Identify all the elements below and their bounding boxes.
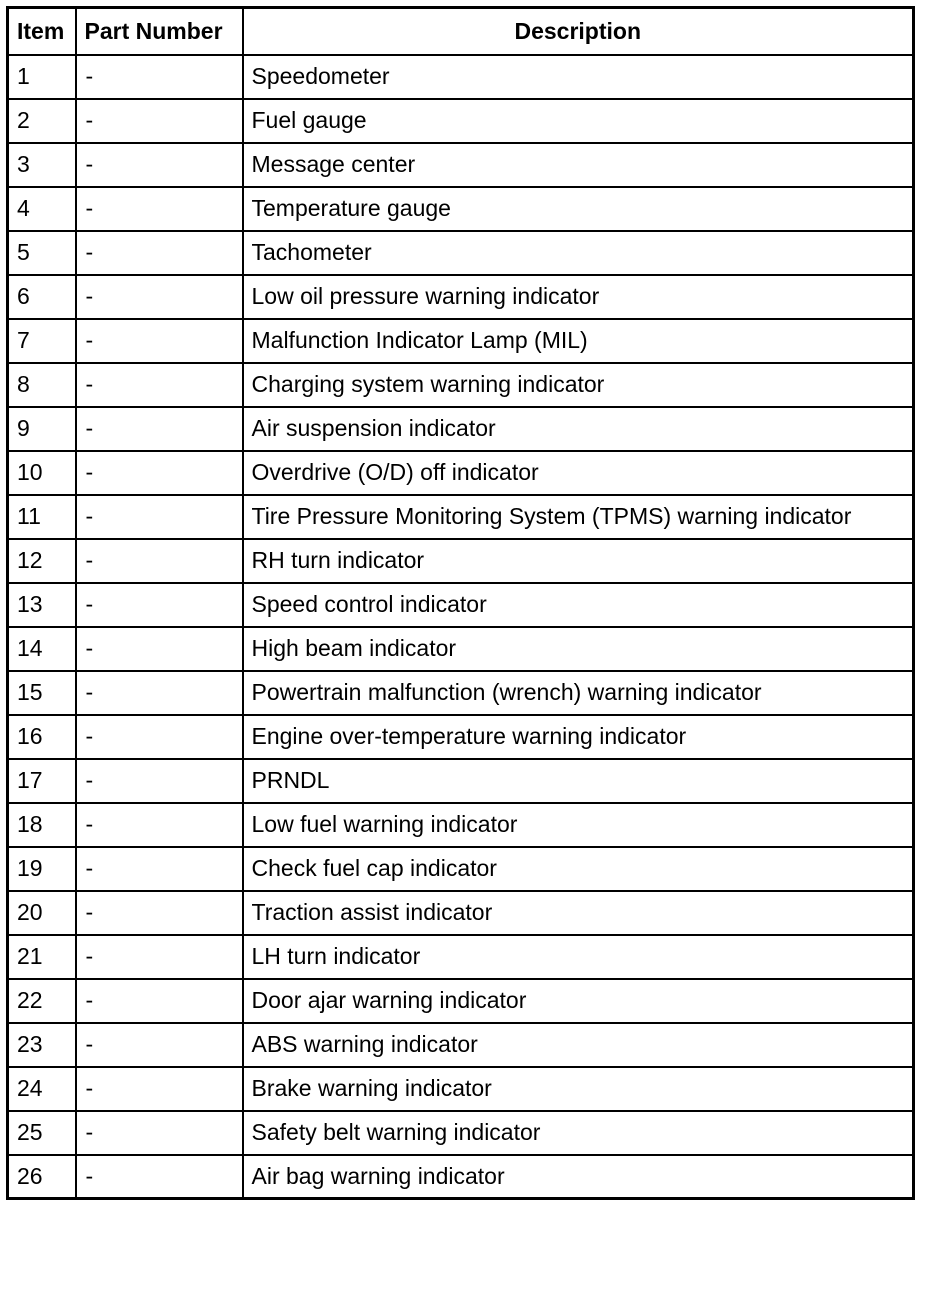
part-number-cell: - (76, 407, 243, 451)
part-number-cell: - (76, 539, 243, 583)
part-number-cell: - (76, 143, 243, 187)
table-row (8, 363, 914, 407)
table-row (8, 319, 914, 363)
part-number-cell: - (76, 583, 243, 627)
description-cell: Fuel gauge (243, 99, 914, 143)
part-number-cell: - (76, 627, 243, 671)
part-number-cell: - (76, 495, 243, 539)
part-number-cell: - (76, 187, 243, 231)
table-row (8, 891, 914, 935)
item-cell: 22 (8, 979, 76, 1023)
part-number-cell: - (76, 715, 243, 759)
description-cell: Door ajar warning indicator (243, 979, 914, 1023)
part-number-cell: - (76, 847, 243, 891)
header-part-number: Part Number (76, 8, 243, 55)
description-cell: Low fuel warning indicator (243, 803, 914, 847)
description-cell: Tire Pressure Monitoring System (TPMS) warning indicator (243, 495, 914, 539)
item-cell: 24 (8, 1067, 76, 1111)
part-number-cell: - (76, 891, 243, 935)
part-number-cell: - (76, 759, 243, 803)
description-cell: RH turn indicator (243, 539, 914, 583)
description-cell: Speed control indicator (243, 583, 914, 627)
description-cell: Charging system warning indicator (243, 363, 914, 407)
part-number-cell: - (76, 1111, 243, 1155)
item-cell: 20 (8, 891, 76, 935)
item-cell: 13 (8, 583, 76, 627)
table-row (8, 55, 914, 99)
description-cell: Malfunction Indicator Lamp (MIL) (243, 319, 914, 363)
table-row (8, 1023, 914, 1067)
table-row (8, 583, 914, 627)
description-cell: Safety belt warning indicator (243, 1111, 914, 1155)
part-number-cell: - (76, 935, 243, 979)
part-number-cell: - (76, 231, 243, 275)
description-cell: Speedometer (243, 55, 914, 99)
item-cell: 21 (8, 935, 76, 979)
description-cell: Tachometer (243, 231, 914, 275)
description-cell: Message center (243, 143, 914, 187)
part-number-cell: - (76, 451, 243, 495)
table-row (8, 495, 914, 539)
part-number-cell: - (76, 55, 243, 99)
table-row (8, 671, 914, 715)
table-row (8, 451, 914, 495)
item-cell: 16 (8, 715, 76, 759)
table-row (8, 1067, 914, 1111)
table-row (8, 803, 914, 847)
table-row (8, 539, 914, 583)
table-row (8, 1111, 914, 1155)
header-item: Item (8, 8, 76, 55)
part-number-cell: - (76, 1067, 243, 1111)
part-number-cell: - (76, 979, 243, 1023)
description-cell: Low oil pressure warning indicator (243, 275, 914, 319)
description-cell: ABS warning indicator (243, 1023, 914, 1067)
item-cell: 8 (8, 363, 76, 407)
part-number-cell: - (76, 803, 243, 847)
item-cell: 1 (8, 55, 76, 99)
item-cell: 14 (8, 627, 76, 671)
table-row (8, 759, 914, 803)
item-cell: 23 (8, 1023, 76, 1067)
parts-table (6, 6, 915, 1200)
part-number-cell: - (76, 319, 243, 363)
description-cell: Brake warning indicator (243, 1067, 914, 1111)
part-number-cell: - (76, 99, 243, 143)
table-row (8, 979, 914, 1023)
part-number-cell: - (76, 1155, 243, 1199)
table-header (8, 8, 914, 55)
table-row (8, 847, 914, 891)
table-body (8, 55, 914, 1199)
description-cell: Powertrain malfunction (wrench) warning indicator (243, 671, 914, 715)
item-cell: 10 (8, 451, 76, 495)
description-cell: Air bag warning indicator (243, 1155, 914, 1199)
item-cell: 18 (8, 803, 76, 847)
table-row (8, 935, 914, 979)
item-cell: 4 (8, 187, 76, 231)
description-cell: Air suspension indicator (243, 407, 914, 451)
item-cell: 6 (8, 275, 76, 319)
part-number-cell: - (76, 363, 243, 407)
item-cell: 5 (8, 231, 76, 275)
description-cell: Overdrive (O/D) off indicator (243, 451, 914, 495)
item-cell: 11 (8, 495, 76, 539)
item-cell: 7 (8, 319, 76, 363)
description-cell: Temperature gauge (243, 187, 914, 231)
description-cell: Traction assist indicator (243, 891, 914, 935)
table-row (8, 1155, 914, 1199)
description-cell: Engine over-temperature warning indicator (243, 715, 914, 759)
table-row (8, 187, 914, 231)
table-row (8, 715, 914, 759)
description-cell: LH turn indicator (243, 935, 914, 979)
item-cell: 15 (8, 671, 76, 715)
item-cell: 3 (8, 143, 76, 187)
description-cell: PRNDL (243, 759, 914, 803)
item-cell: 9 (8, 407, 76, 451)
table-row (8, 275, 914, 319)
item-cell: 17 (8, 759, 76, 803)
table-row (8, 143, 914, 187)
header-row (8, 8, 914, 55)
description-cell: High beam indicator (243, 627, 914, 671)
item-cell: 12 (8, 539, 76, 583)
part-number-cell: - (76, 275, 243, 319)
item-cell: 25 (8, 1111, 76, 1155)
item-cell: 19 (8, 847, 76, 891)
part-number-cell: - (76, 1023, 243, 1067)
table-row (8, 231, 914, 275)
table-row (8, 407, 914, 451)
header-description: Description (243, 8, 914, 55)
table-row (8, 99, 914, 143)
table-row (8, 627, 914, 671)
item-cell: 26 (8, 1155, 76, 1199)
description-cell: Check fuel cap indicator (243, 847, 914, 891)
part-number-cell: - (76, 671, 243, 715)
item-cell: 2 (8, 99, 76, 143)
